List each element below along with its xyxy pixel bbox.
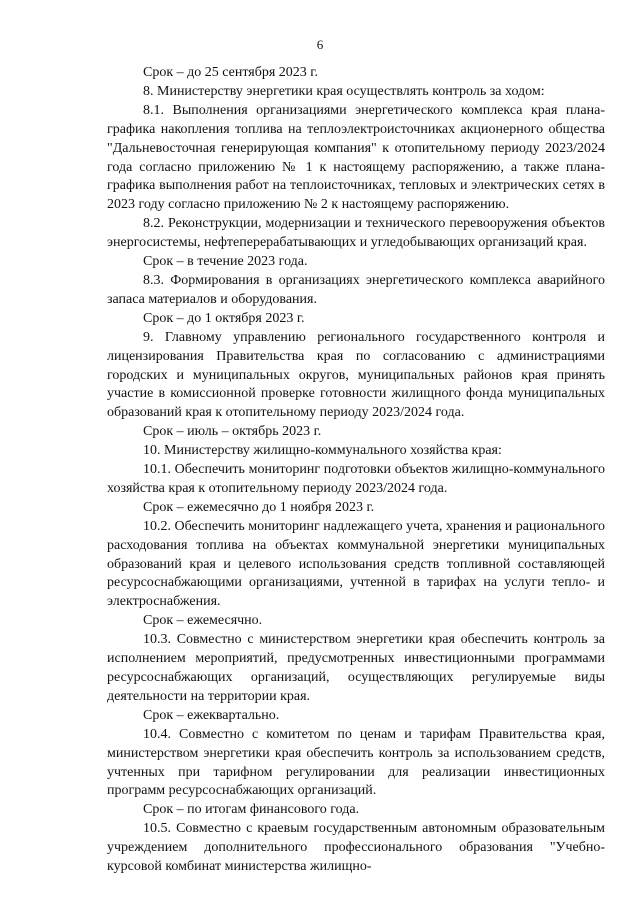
paragraph: 10.2. Обеспечить мониторинг надлежащего учета, хранения и рационального расходования топлива на объектах коммунальной энергетики муниципальных образований края и целевого использования средств топливной составляющей ресурсоснабжающими организациями, учтенной в тарифах на услуги тепло- и электроснабжения. bbox=[107, 518, 605, 610]
paragraph: Срок – до 25 сентября 2023 г. bbox=[143, 65, 318, 80]
paragraph: Срок – ежемесячно. bbox=[143, 613, 263, 629]
paragraph: Срок – до 1 октября 2023 г. bbox=[143, 310, 305, 326]
paragraph: 10. Министерству жилищно-коммунального хозяйства края: bbox=[143, 443, 502, 459]
paragraph: 8. Министерству энергетики края осуществлять контроль за ходом: bbox=[143, 83, 545, 99]
paragraph: Срок – июль – октябрь 2023 г. bbox=[143, 424, 322, 440]
paragraph: Срок – в течение 2023 года. bbox=[143, 254, 308, 270]
page-number: 6 bbox=[316, 37, 324, 52]
paragraph: Срок – по итогам финансового года. bbox=[143, 802, 360, 818]
paragraph: 10.3. Совместно с министерством энергетики края обеспечить контроль за исполнением мероприятий, предусмотренных инвестиционными программами ресурсоснабжающих организаций, осуществляющих регулируемые виды деятельности на территории края. bbox=[107, 632, 605, 704]
paragraph: 9. Главному управлению регионального государственного контроля и лицензирования Правительства края по согласованию с администрациями городских и муниципальных округов, муниципальных районов края принять участие в комиссионной проверке готовности жилищного фонда муниципальных образований края к отопительному периоду 2023/2024 года. bbox=[107, 329, 605, 421]
paragraph: Срок – ежеквартально. bbox=[143, 707, 280, 723]
paragraph: 8.3. Формирования в организациях энергетического комплекса аварийного запаса материалов и оборудования. bbox=[107, 272, 605, 307]
paragraph: 8.2. Реконструкции, модернизации и технического перевооружения объектов энергосистемы, нефтеперерабатывающих и угледобывающих организаций края. bbox=[107, 216, 605, 251]
document-body bbox=[107, 64, 605, 877]
paragraph: 10.1. Обеспечить мониторинг подготовки объектов жилищно-коммунального хозяйства края к отопительному периоду 2023/2024 года. bbox=[107, 462, 605, 496]
paragraph: Срок – ежемесячно до 1 ноября 2023 г. bbox=[143, 499, 375, 515]
paragraph: 10.4. Совместно с комитетом по ценам и тарифам Правительства края, министерством энергетики края обеспечить контроль за использованием средств, учтенных при тарифном регулировании для реализации инвестиционных программ ресурсоснабжающих организаций. bbox=[107, 726, 605, 799]
paragraph: 10.5. Совместно с краевым государственным автономным образовательным учреждением дополнительного профессионального образования "Учебно-курсовой комбинат министерства жилищно- bbox=[107, 821, 605, 875]
paragraph: 8.1. Выполнения организациями энергетического комплекса края плана-графика накопления топлива на теплоэлектроисточниках акционерного общества "Дальневосточная генерирующая компания" к отопительному периоду 2023/2024 года согласно приложению № 1 к настоящему распоряжению, а также плана-графика выполнения работ на теплоисточниках, тепловых и электрических сетях в 2023 году согласно приложению № 2 к настоящему распоряжению. bbox=[107, 102, 605, 213]
